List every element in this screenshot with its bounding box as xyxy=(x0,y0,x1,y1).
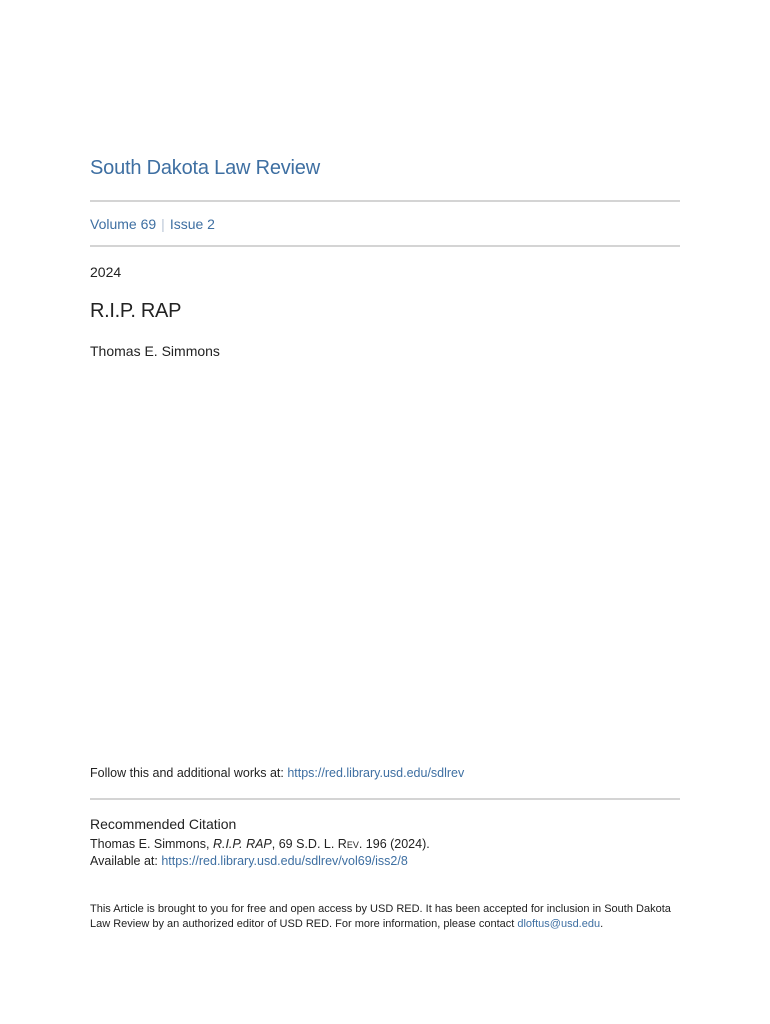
citation-title: R.I.P. RAP xyxy=(212,837,272,851)
available-prefix: Available at: xyxy=(90,854,162,868)
available-at-line xyxy=(90,853,430,870)
follow-line xyxy=(90,766,464,780)
citation-block xyxy=(90,836,430,870)
separator: | xyxy=(161,216,165,232)
divider xyxy=(90,245,680,247)
citation-volume: , 69 S.D. L. xyxy=(271,837,338,851)
access-notice xyxy=(90,902,680,932)
access-notice-end: . xyxy=(600,918,604,930)
divider xyxy=(90,798,680,800)
publication-year: 2024 xyxy=(90,264,122,280)
divider xyxy=(90,200,680,202)
citation-rest: 196 (2024). xyxy=(362,837,430,851)
recommended-citation-heading: Recommended Citation xyxy=(90,816,237,832)
citation-rev: Rev. xyxy=(337,837,363,851)
article-author: Thomas E. Simmons xyxy=(90,343,220,359)
article-title: R.I.P. RAP xyxy=(90,300,182,322)
citation-author: Thomas E. Simmons, xyxy=(90,837,213,851)
contact-email-link[interactable]: dloftus@usd.edu xyxy=(517,918,601,930)
volume-issue-line xyxy=(90,216,215,232)
issue-link[interactable]: Issue 2 xyxy=(169,216,215,232)
follow-prefix: Follow this and additional works at: xyxy=(90,766,288,780)
follow-link[interactable]: https://red.library.usd.edu/sdlrev xyxy=(287,766,465,780)
citation-text xyxy=(90,836,430,853)
journal-title-link[interactable]: South Dakota Law Review xyxy=(90,157,320,179)
volume-link[interactable]: Volume 69 xyxy=(90,216,157,232)
available-link[interactable]: https://red.library.usd.edu/sdlrev/vol69/iss2/8 xyxy=(161,854,408,868)
access-notice-text: This Article is brought to you for free and open access by USD RED. It has been accepted for inclusion in South Dakota Law Review by an authorized editor of USD RED. For more information, please contact xyxy=(90,903,671,930)
